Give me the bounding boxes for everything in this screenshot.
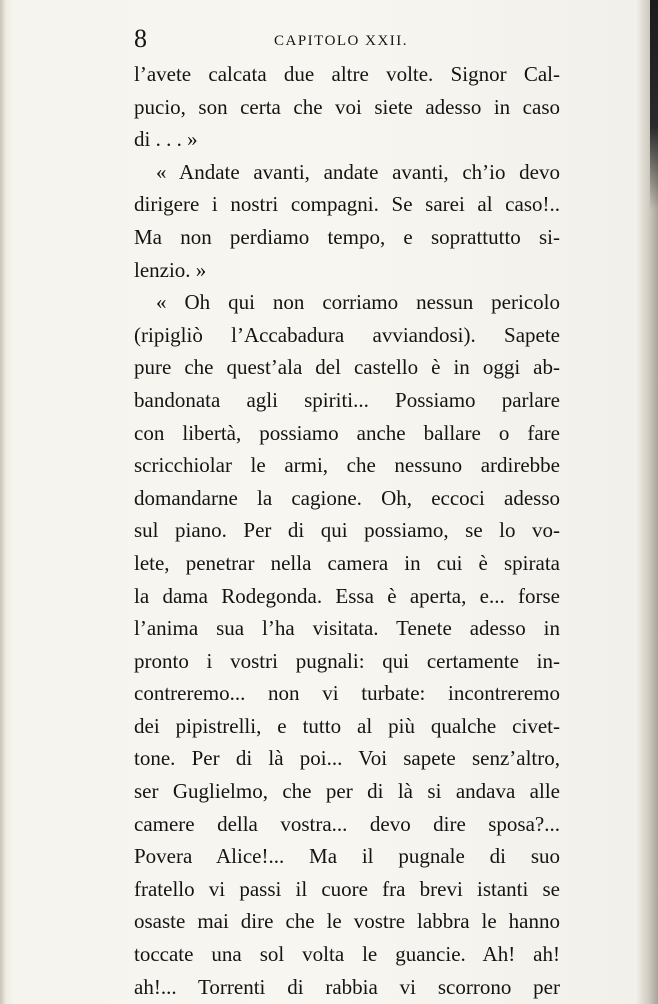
page-binding-shadow	[650, 0, 658, 210]
text-line: pure che quest’ala del castello è in oggi ab-	[134, 355, 560, 380]
page-header	[134, 22, 570, 56]
text-line: di . . . »	[134, 127, 198, 152]
text-line: camere della vostra... devo dire sposa?...	[134, 811, 560, 836]
text-line: Ma non perdiamo tempo, e soprattutto si-	[134, 224, 560, 249]
text-line: l’anima sua l’ha visitata. Tenete adesso in	[134, 616, 560, 641]
text-line: (ripigliò l’Accabadura avviandosi). Sapete	[134, 322, 560, 347]
text-line: dei pipistrelli, e tutto al più qualche civet-	[134, 713, 560, 738]
text-line: bandonata agli spiriti... Possiamo parlare	[134, 387, 560, 412]
text-line: fratello vi passi il cuore fra brevi istanti se	[134, 876, 560, 901]
text-line: pucio, son certa che voi siete adesso in caso	[134, 94, 560, 119]
text-line: domandarne la cagione. Oh, eccoci adesso	[134, 485, 560, 510]
text-line: lete, penetrar nella camera in cui è spirata	[134, 550, 560, 575]
text-line: pronto i vostri pugnali: qui certamente in-	[134, 648, 560, 673]
page-number: 8	[134, 24, 147, 53]
text-line: « Oh qui non corriamo nessun pericolo	[156, 290, 560, 315]
text-line: osaste mai dire che le vostre labbra le hanno	[134, 909, 560, 934]
text-line: « Andate avanti, andate avanti, ch’io devo	[156, 159, 560, 184]
text-line: sul piano. Per di qui possiamo, se lo vo-	[134, 518, 560, 543]
text-line: Povera Alice!... Ma il pugnale di suo	[134, 844, 560, 869]
text-line: contreremo... non vi turbate: incontreremo	[134, 681, 560, 706]
text-line: ser Guglielmo, che per di là si andava alle	[134, 779, 560, 804]
running-head: CAPITOLO XXII.	[274, 33, 409, 49]
text-line: con libertà, possiamo anche ballare o fare	[134, 420, 560, 445]
text-line: ah!... Torrenti di rabbia vi scorrono per	[134, 974, 560, 999]
text-line: l’avete calcata due altre volte. Signor Cal-	[134, 62, 560, 86]
text-line: scricchiolar le armi, che nessuno ardirebbe	[134, 453, 560, 478]
page-left-edge	[0, 0, 6, 1004]
text-line: lenzio. »	[134, 257, 207, 282]
text-line: la dama Rodegonda. Essa è aperta, e... forse	[134, 583, 560, 608]
body-text	[134, 58, 560, 1003]
text-line: toccate una sol volta le guancie. Ah! ah!	[134, 942, 560, 967]
text-line: dirigere i nostri compagni. Se sarei al caso!..	[134, 192, 560, 217]
text-line: tone. Per di là poi... Voi sapete senz’altro,	[134, 746, 560, 771]
